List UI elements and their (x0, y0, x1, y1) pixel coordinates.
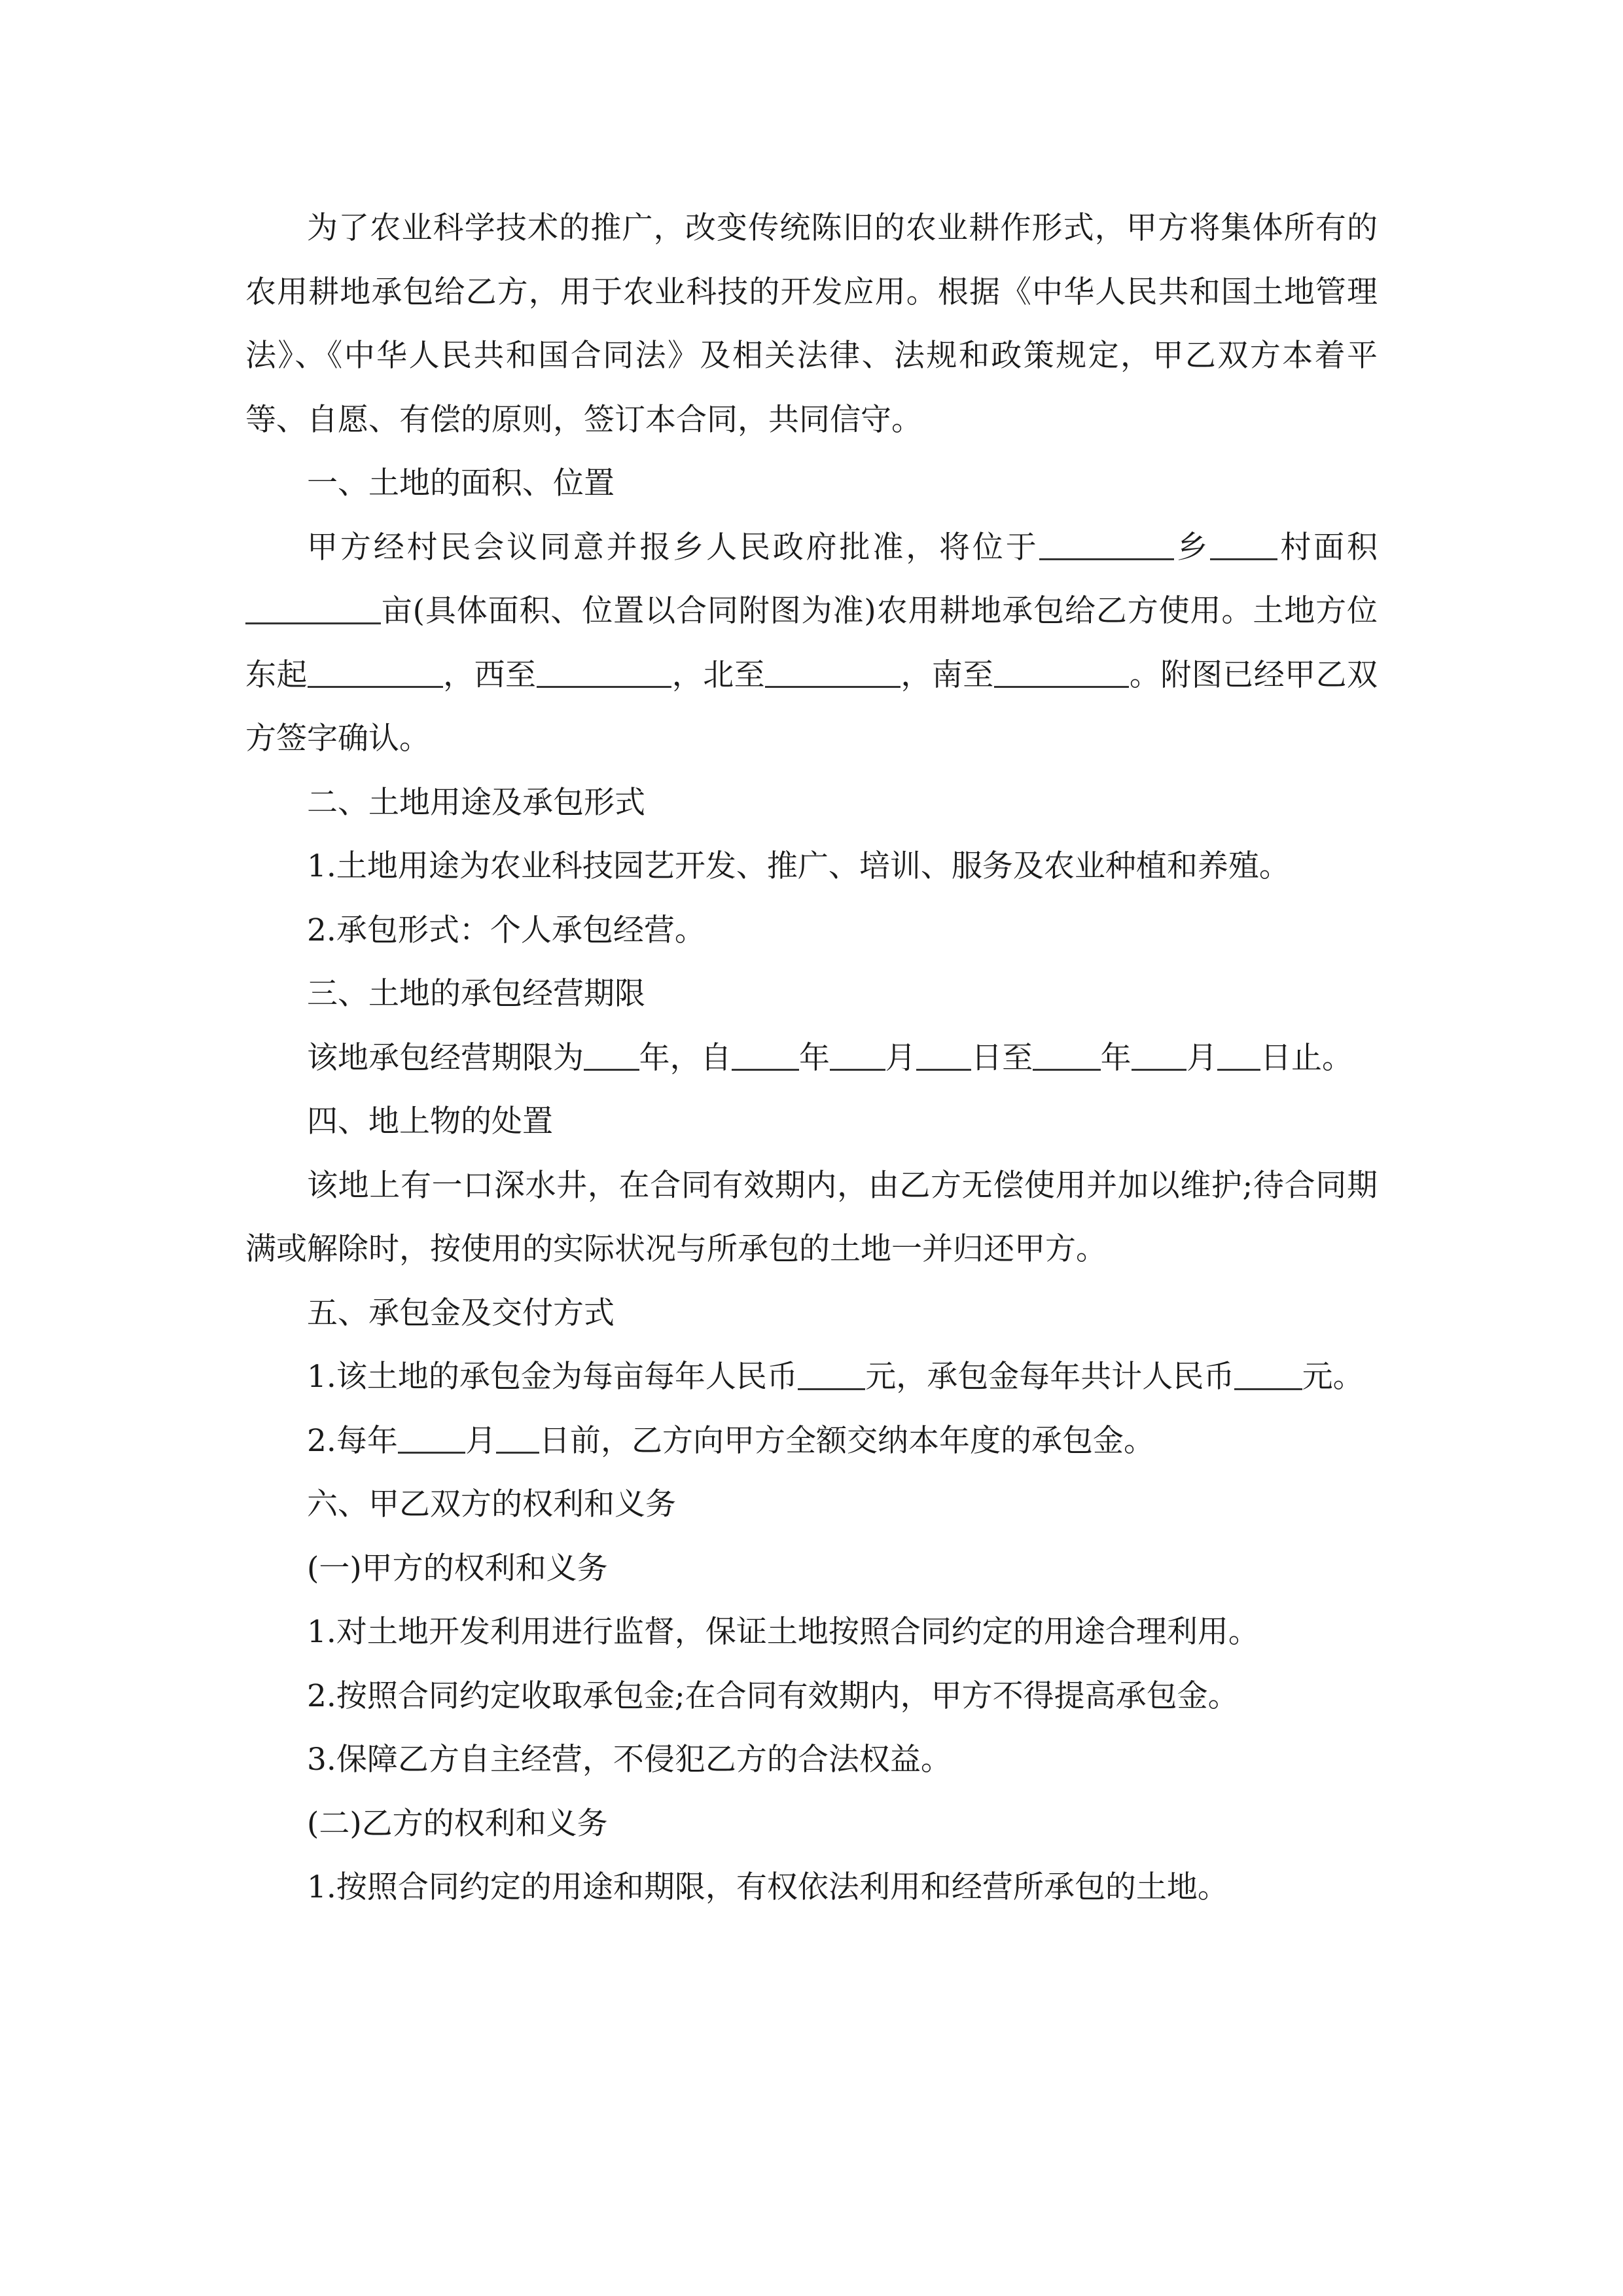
text-fragment: 月 (465, 1422, 497, 1459)
blank-east (308, 655, 443, 688)
text-fragment: ，南至 (900, 656, 994, 693)
blank-end-year (1033, 1038, 1100, 1071)
text-fragment: 元，承包金每年共计人民币 (865, 1359, 1235, 1395)
blank-pay-day (496, 1421, 539, 1454)
section-4-heading: 四、地上物的处置 (307, 1103, 553, 1139)
section-6a-item-2: 2.按照合同约定收取承包金;在合同有效期内，甲方不得提高承包金。 (307, 1677, 1239, 1714)
text-fragment: 月 (1186, 1039, 1218, 1076)
text-fragment: 2.每年 (307, 1422, 398, 1459)
section-6a-item-3: 3.保障乙方自主经营，不侵犯乙方的合法权益。 (307, 1742, 952, 1778)
section-3-paragraph (245, 1026, 1378, 1090)
text-fragment: 甲方经村民会议同意并报乡人民政府批准，将位于 (307, 529, 1039, 565)
text-fragment: 。附图已经甲乙双方签字确认。 (245, 656, 1378, 757)
blank-township (1039, 528, 1175, 560)
section-6a-heading: (一)甲方的权利和义务 (307, 1550, 608, 1587)
section-2-heading: 二、土地用途及承包形式 (307, 784, 645, 821)
text-fragment: 年 (798, 1039, 830, 1076)
blank-start-year (732, 1038, 799, 1071)
blank-fee-total (1234, 1357, 1302, 1390)
document-body (245, 196, 1378, 1920)
text-fragment: 乡 (1174, 529, 1211, 565)
section-2-item-2: 2.承包形式：个人承包经营。 (307, 912, 705, 948)
text-fragment: 该地承包经营期限为 (307, 1039, 584, 1076)
section-6b-item-1: 1.按照合同约定的用途和期限，有权依法利用和经营所承包的土地。 (307, 1869, 1228, 1905)
intro-paragraph: 为了农业科学技术的推广，改变传统陈旧的农业耕作形式，甲方将集体所有的农用耕地承包给乙方，用于农业科技的开发应用。根据《中华人民共和国土地管理法》、《中华人民共和国合同法》及相关法律、法规和政策规定，甲乙双方本着平等、自愿、有偿的原则，签订本合同，共同信守。 (245, 210, 1378, 438)
blank-village (1210, 528, 1277, 560)
section-6-heading: 六、甲乙双方的权利和义务 (307, 1486, 676, 1522)
blank-fee-per-mu (798, 1357, 865, 1390)
blank-term-years (584, 1038, 639, 1071)
section-2-item-1: 1.土地用途为农业科技园艺开发、推广、培训、服务及农业种植和养殖。 (307, 848, 1290, 884)
text-fragment: ，西至 (442, 656, 537, 693)
blank-end-month (1132, 1038, 1187, 1071)
text-fragment: 亩(具体面积、位置以合同附图为准)农用耕地承包给乙方使用。土地方位东起 (245, 593, 1378, 693)
blank-south (994, 655, 1130, 688)
text-fragment: 日止。 (1260, 1039, 1353, 1076)
blank-start-day (916, 1038, 972, 1071)
section-1-heading: 一、土地的面积、位置 (307, 465, 615, 501)
text-fragment: 年 (1100, 1039, 1132, 1076)
blank-end-day (1217, 1038, 1260, 1071)
blank-start-month (830, 1038, 885, 1071)
text-fragment: 日前，乙方向甲方全额交纳本年度的承包金。 (539, 1422, 1155, 1459)
section-3-heading: 三、土地的承包经营期限 (307, 976, 645, 1012)
blank-north (765, 655, 901, 688)
section-1-paragraph (245, 516, 1378, 771)
text-fragment: 村面积 (1277, 529, 1378, 565)
section-5-item-2 (245, 1409, 1378, 1473)
section-5-heading: 五、承包金及交付方式 (307, 1295, 615, 1331)
text-fragment: 年，自 (639, 1039, 732, 1076)
text-fragment: 月 (885, 1039, 916, 1076)
text-fragment: ，北至 (671, 656, 766, 693)
blank-pay-month (398, 1421, 465, 1454)
text-fragment: 1.该土地的承包金为每亩每年人民币 (307, 1359, 798, 1395)
text-fragment: 元。 (1302, 1359, 1364, 1395)
section-4-paragraph: 该地上有一口深水井，在合同有效期内，由乙方无偿使用并加以维护;待合同期满或解除时，按使用的实际状况与所承包的土地一并归还甲方。 (245, 1167, 1378, 1267)
blank-west (537, 655, 672, 688)
blank-area (245, 592, 381, 624)
text-fragment: 日至 (971, 1039, 1033, 1076)
section-6a-item-1: 1.对土地开发利用进行监督，保证土地按照合同约定的用途合理利用。 (307, 1614, 1259, 1650)
section-6b-heading: (二)乙方的权利和义务 (307, 1805, 608, 1842)
section-5-item-1 (245, 1345, 1378, 1409)
